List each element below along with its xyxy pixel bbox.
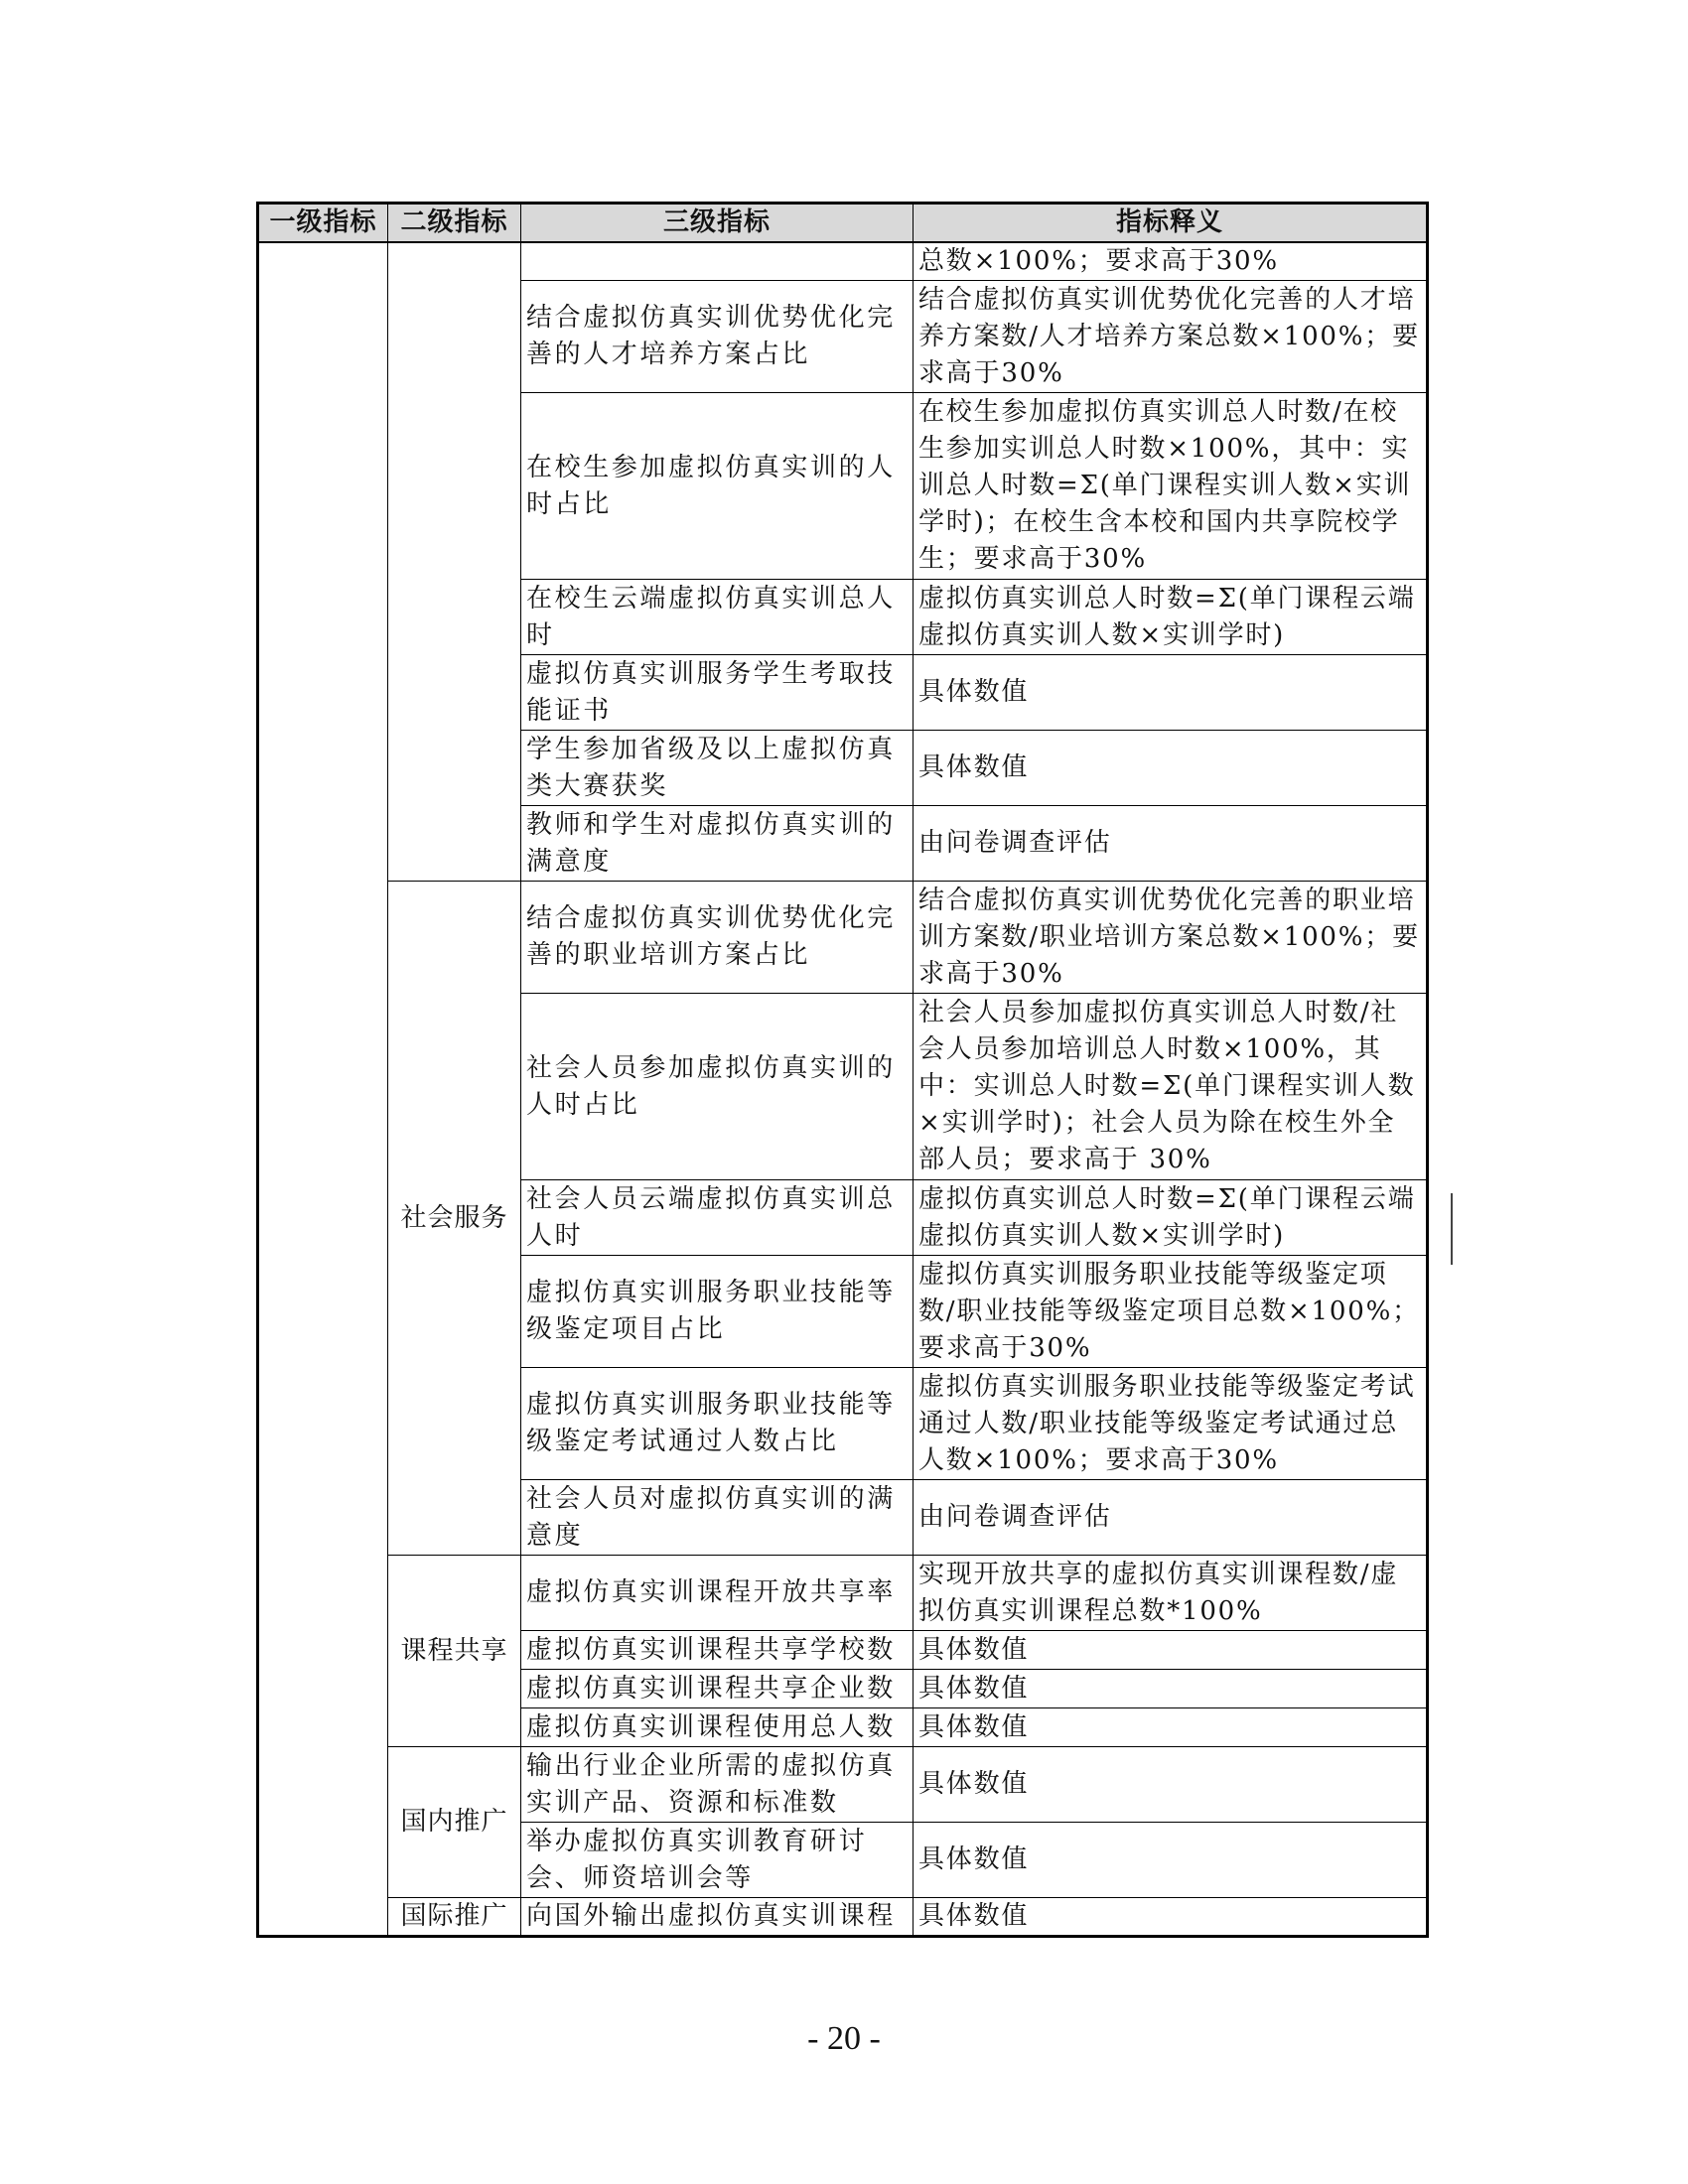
level3-cell: 向国外输出虚拟仿真实训课程 [521, 1898, 914, 1937]
margin-line-decoration [1451, 1193, 1453, 1265]
table-header-row [258, 204, 1428, 243]
header-level2: 二级指标 [388, 204, 521, 243]
definition-cell: 由问卷调查评估 [914, 806, 1428, 882]
definition-cell: 具体数值 [914, 1631, 1428, 1670]
level2-cell [388, 242, 521, 882]
level3-cell: 学生参加省级及以上虚拟仿真类大赛获奖 [521, 731, 914, 806]
level3-cell: 虚拟仿真实训课程开放共享率 [521, 1556, 914, 1631]
header-level1: 一级指标 [258, 204, 388, 243]
table-row [258, 1556, 1428, 1631]
level3-cell: 虚拟仿真实训服务学生考取技能证书 [521, 655, 914, 731]
level3-cell [521, 242, 914, 281]
definition-cell: 结合虚拟仿真实训优势优化完善的人才培养方案数/人才培养方案总数×100%；要求高于30% [914, 281, 1428, 393]
level3-cell: 结合虚拟仿真实训优势优化完善的职业培训方案占比 [521, 882, 914, 994]
level2-cell: 课程共享 [388, 1556, 521, 1747]
table-row [258, 1898, 1428, 1937]
definition-cell: 由问卷调查评估 [914, 1480, 1428, 1556]
level3-cell: 虚拟仿真实训课程使用总人数 [521, 1708, 914, 1747]
definition-cell: 结合虚拟仿真实训优势优化完善的职业培训方案数/职业培训方案总数×100%；要求高于30% [914, 882, 1428, 994]
definition-cell: 具体数值 [914, 1898, 1428, 1937]
level2-cell: 国内推广 [388, 1747, 521, 1898]
indicator-table [256, 202, 1429, 1938]
level3-cell: 虚拟仿真实训课程共享企业数 [521, 1670, 914, 1708]
level3-cell: 举办虚拟仿真实训教育研讨会、师资培训会等 [521, 1823, 914, 1898]
level2-cell: 社会服务 [388, 882, 521, 1556]
definition-cell: 具体数值 [914, 655, 1428, 731]
definition-cell: 社会人员参加虚拟仿真实训总人时数/社会人员参加培训总人时数×100%，其中：实训总人时数=Σ(单门课程实训人数×实训学时)；社会人员为除在校生外全部人员；要求高于 30% [914, 994, 1428, 1180]
definition-cell: 具体数值 [914, 1708, 1428, 1747]
table-row [258, 882, 1428, 994]
level3-cell: 社会人员云端虚拟仿真实训总人时 [521, 1180, 914, 1256]
definition-cell: 虚拟仿真实训总人时数=Σ(单门课程云端虚拟仿真实训人数×实训学时) [914, 1180, 1428, 1256]
page-number: - 20 - [807, 2020, 881, 2057]
level3-cell: 社会人员参加虚拟仿真实训的人时占比 [521, 994, 914, 1180]
level3-cell: 社会人员对虚拟仿真实训的满意度 [521, 1480, 914, 1556]
level3-cell: 虚拟仿真实训课程共享学校数 [521, 1631, 914, 1670]
table-row [258, 242, 1428, 281]
table-row [258, 1747, 1428, 1823]
definition-cell: 虚拟仿真实训总人时数=Σ(单门课程云端虚拟仿真实训人数×实训学时) [914, 580, 1428, 655]
definition-cell: 总数×100%；要求高于30% [914, 242, 1428, 281]
definition-cell: 具体数值 [914, 1823, 1428, 1898]
level3-cell: 输出行业企业所需的虚拟仿真实训产品、资源和标准数 [521, 1747, 914, 1823]
level3-cell: 虚拟仿真实训服务职业技能等级鉴定考试通过人数占比 [521, 1368, 914, 1480]
definition-cell: 具体数值 [914, 1747, 1428, 1823]
level1-cell [258, 242, 388, 1937]
definition-cell: 实现开放共享的虚拟仿真实训课程数/虚拟仿真实训课程总数*100% [914, 1556, 1428, 1631]
header-level3: 三级指标 [521, 204, 914, 243]
definition-cell: 虚拟仿真实训服务职业技能等级鉴定项数/职业技能等级鉴定项目总数×100%；要求高于30% [914, 1256, 1428, 1368]
definition-cell: 虚拟仿真实训服务职业技能等级鉴定考试通过人数/职业技能等级鉴定考试通过总人数×100%；要求高于30% [914, 1368, 1428, 1480]
level2-cell: 国际推广 [388, 1898, 521, 1937]
level3-cell: 结合虚拟仿真实训优势优化完善的人才培养方案占比 [521, 281, 914, 393]
level3-cell: 教师和学生对虚拟仿真实训的满意度 [521, 806, 914, 882]
level3-cell: 在校生云端虚拟仿真实训总人时 [521, 580, 914, 655]
definition-cell: 具体数值 [914, 731, 1428, 806]
definition-cell: 在校生参加虚拟仿真实训总人时数/在校生参加实训总人时数×100%，其中：实训总人时数=Σ(单门课程实训人数×实训学时)；在校生含本校和国内共享院校学生；要求高于30% [914, 393, 1428, 580]
header-definition: 指标释义 [914, 204, 1428, 243]
definition-cell: 具体数值 [914, 1670, 1428, 1708]
level3-cell: 虚拟仿真实训服务职业技能等级鉴定项目占比 [521, 1256, 914, 1368]
level3-cell: 在校生参加虚拟仿真实训的人时占比 [521, 393, 914, 580]
